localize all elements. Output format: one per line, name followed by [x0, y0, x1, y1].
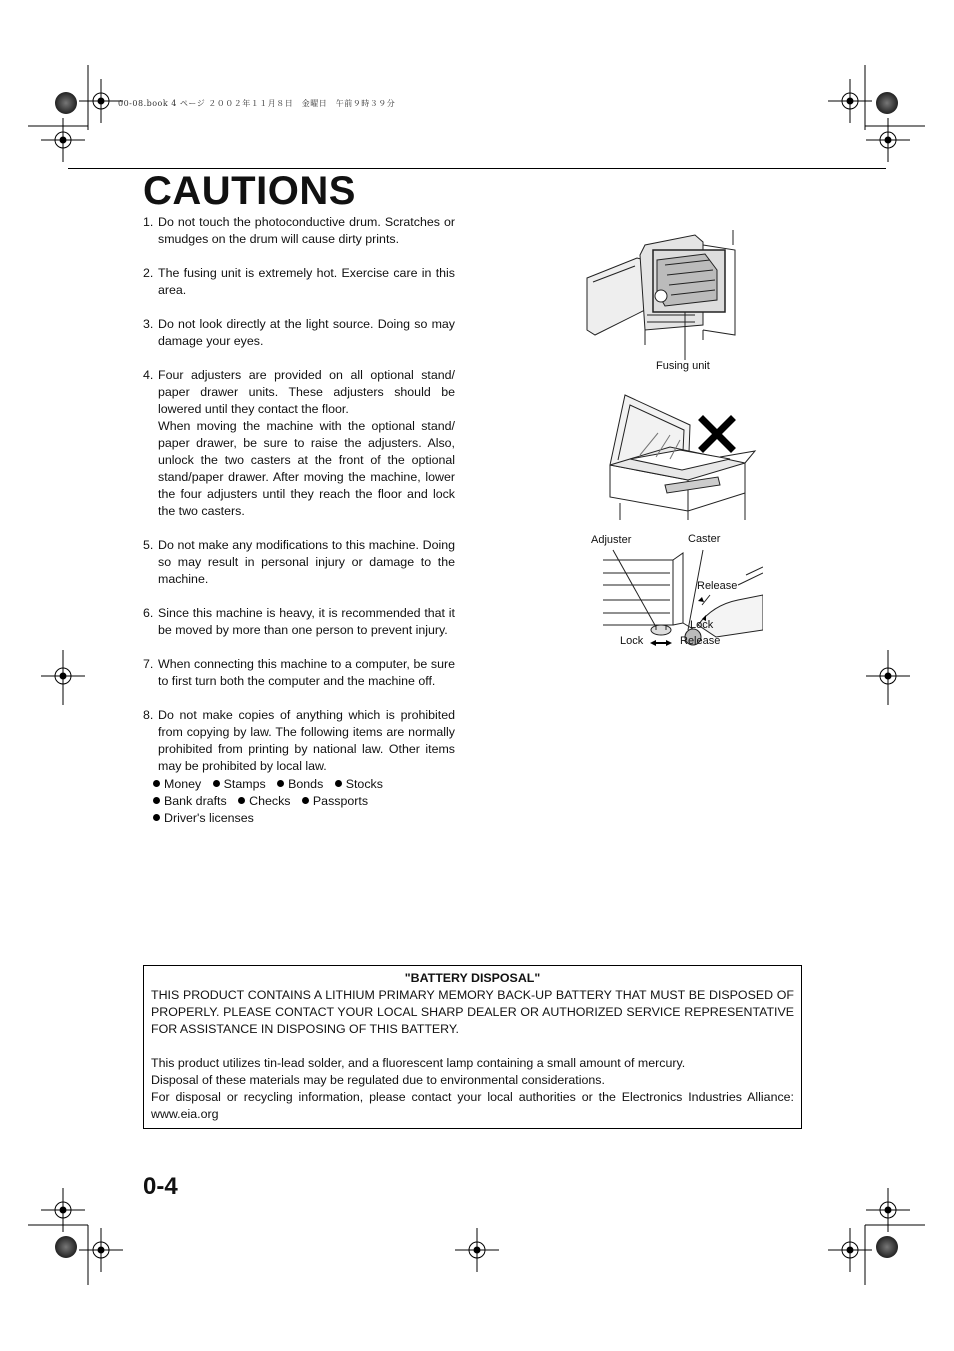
- caution-item: [143, 656, 455, 690]
- bullet-icon: [213, 780, 220, 787]
- caution-text: Since this machine is heavy, it is recommended that it be moved by more than one person to prevent injury.: [158, 606, 455, 637]
- prohibited-items-row: [153, 776, 455, 793]
- bullet-icon: [277, 780, 284, 787]
- cautions-list: [143, 214, 455, 844]
- prohibited-item: Bank drafts: [153, 793, 227, 810]
- caution-number: 7.: [143, 657, 154, 671]
- bullet-icon: [335, 780, 342, 787]
- caution-number: 4.: [143, 368, 154, 382]
- bullet-icon: [153, 780, 160, 787]
- caution-item: [143, 537, 455, 588]
- caster-lock-label: Lock: [690, 619, 714, 631]
- caution-item: [143, 316, 455, 350]
- caution-number: 3.: [143, 317, 154, 331]
- prohibited-item: Stocks: [335, 776, 383, 793]
- fusing-unit-illustration: [585, 230, 765, 360]
- prohibited-item: Stamps: [213, 776, 266, 793]
- caution-number: 1.: [143, 215, 154, 229]
- caution-number: 6.: [143, 606, 154, 620]
- caution-item: [143, 265, 455, 299]
- caution-text: Do not touch the photoconductive drum. Scratches or smudges on the drum will cause dirty prints.: [158, 215, 455, 246]
- spacer: [151, 1038, 794, 1055]
- caution-item: [143, 367, 455, 520]
- adjuster-release-label: Release: [680, 635, 721, 647]
- prohibited-items-row: [153, 793, 455, 810]
- prohibited-items-list: [153, 776, 455, 827]
- battery-info-line: Disposal of these materials may be regulated due to environmental considerations.: [151, 1073, 605, 1087]
- adjuster-lock-label: Lock: [620, 635, 644, 647]
- prohibited-item: Passports: [302, 793, 368, 810]
- caution-number: 2.: [143, 266, 154, 280]
- battery-info-line: For disposal or recycling information, please contact your local authorities or the Electronics Industries Alliance: www.eia.org: [151, 1090, 794, 1121]
- caution-text: The fusing unit is extremely hot. Exercise care in this area.: [158, 266, 455, 297]
- bullet-icon: [302, 797, 309, 804]
- print-header: 00-08.book 4 ページ ２００２年１１月８日 金曜日 午前９時３９分: [118, 99, 396, 108]
- bullet-icon: [153, 814, 160, 821]
- battery-disposal-title: "BATTERY DISPOSAL": [404, 971, 541, 985]
- caution-item: [143, 707, 455, 827]
- prohibited-item: Money: [153, 776, 201, 793]
- caution-text: When moving the machine with the optional stand/ paper drawer, be sure to raise the adjusters. Also, unlock the two casters at the front of the optional stand/paper drawer. After moving the machine, lower the four adjusters until they reach the floor and lock the two casters.: [158, 419, 455, 518]
- caution-number: 8.: [143, 708, 154, 722]
- caution-item: [143, 214, 455, 248]
- prohibited-item: Checks: [238, 793, 290, 810]
- prohibited-item: Driver's licenses: [153, 810, 254, 827]
- page-title: CAUTIONS: [143, 169, 356, 213]
- caster-label: Caster: [688, 533, 721, 545]
- caution-item: [143, 605, 455, 639]
- adjuster-label: Adjuster: [591, 534, 632, 546]
- light-source-illustration: [600, 385, 760, 520]
- caution-text: Four adjusters are provided on all optional stand/ paper drawer units. These adjusters should be lowered until they contact the floor.: [158, 368, 455, 416]
- prohibited-item: Bonds: [277, 776, 323, 793]
- caution-number: 5.: [143, 538, 154, 552]
- caution-text: Do not look directly at the light source. Doing so may damage your eyes.: [158, 317, 455, 348]
- caution-text: Do not make any modifications to this machine. Doing so may result in personal injury or damage to the machine.: [158, 538, 455, 586]
- prohibited-items-row: [153, 810, 455, 827]
- battery-disposal-notice: [143, 965, 802, 1129]
- caution-text: When connecting this machine to a computer, be sure to first turn both the computer and the machine off.: [158, 657, 455, 688]
- page-number: 0-4: [143, 1173, 178, 1200]
- battery-warning-text: THIS PRODUCT CONTAINS A LITHIUM PRIMARY MEMORY BACK-UP BATTERY THAT MUST BE DISPOSED OF PROPERLY. PLEASE CONTACT YOUR LOCAL SHARP DEALER OR AUTHORIZED SERVICE REPRESENTATIVE FOR ASSISTANCE IN DISPOSING OF THIS BATTERY.: [151, 988, 794, 1036]
- bullet-icon: [238, 797, 245, 804]
- caution-text: Do not make copies of anything which is prohibited from copying by law. The following items are normally prohibited from printing by national law. Other items may be prohibited by local law.: [158, 708, 455, 773]
- battery-info-line: This product utilizes tin-lead solder, and a fluorescent lamp containing a small amount of mercury.: [151, 1056, 686, 1070]
- fusing-unit-label: Fusing unit: [656, 360, 710, 372]
- bullet-icon: [153, 797, 160, 804]
- caster-release-label: Release: [697, 580, 738, 592]
